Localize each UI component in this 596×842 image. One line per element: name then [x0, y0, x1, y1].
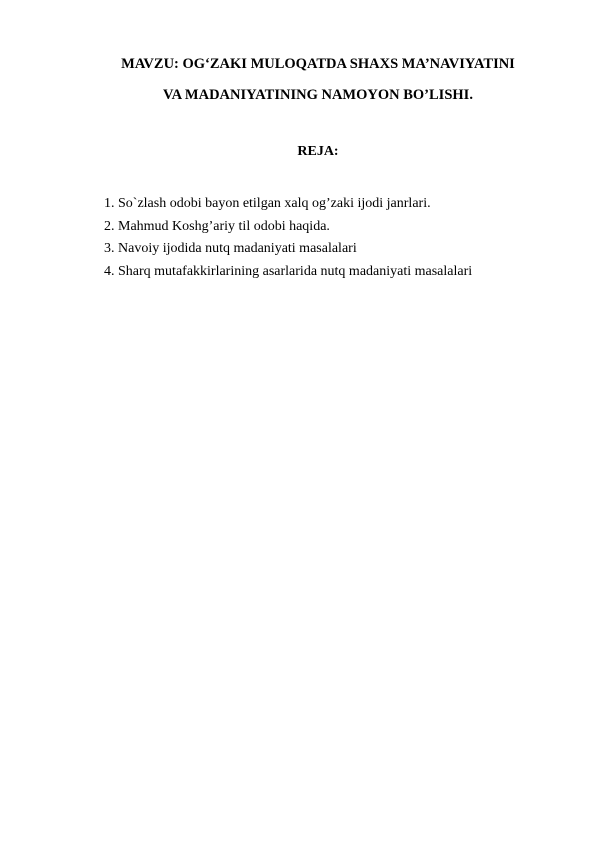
plan-item-number: 2. [104, 218, 115, 234]
document-title-line-2: VA MADANIYATINING NAMOYON BO’LISHI. [163, 87, 473, 103]
plan-item-text: Mahmud Koshg’ariy til odobi haqida. [118, 218, 330, 234]
plan-item-number: 3. [104, 241, 115, 256]
plan-item-text: Navoiy ijodida nutq madaniyati masalalari [118, 241, 357, 256]
plan-item [104, 263, 472, 286]
plan-item-number: 4. [104, 263, 115, 279]
document-title-line-1: MAVZU: OG‘ZAKI MULOQATDA SHAXS MA’NAVIYATINI [121, 56, 515, 72]
plan-item-text: Sharq mutafakkirlarining asarlarida nutq madaniyati masalalari [118, 263, 473, 279]
plan-item-number: 1. [104, 196, 115, 211]
plan-heading: REJA: [297, 144, 339, 159]
plan-item-text: So`zlash odobi bayon etilgan xalq og’zaki ijodi janrlari. [118, 196, 431, 211]
plan-item [104, 218, 472, 241]
plan-list [104, 195, 472, 285]
plan-item [104, 195, 472, 218]
plan-item [104, 240, 472, 263]
